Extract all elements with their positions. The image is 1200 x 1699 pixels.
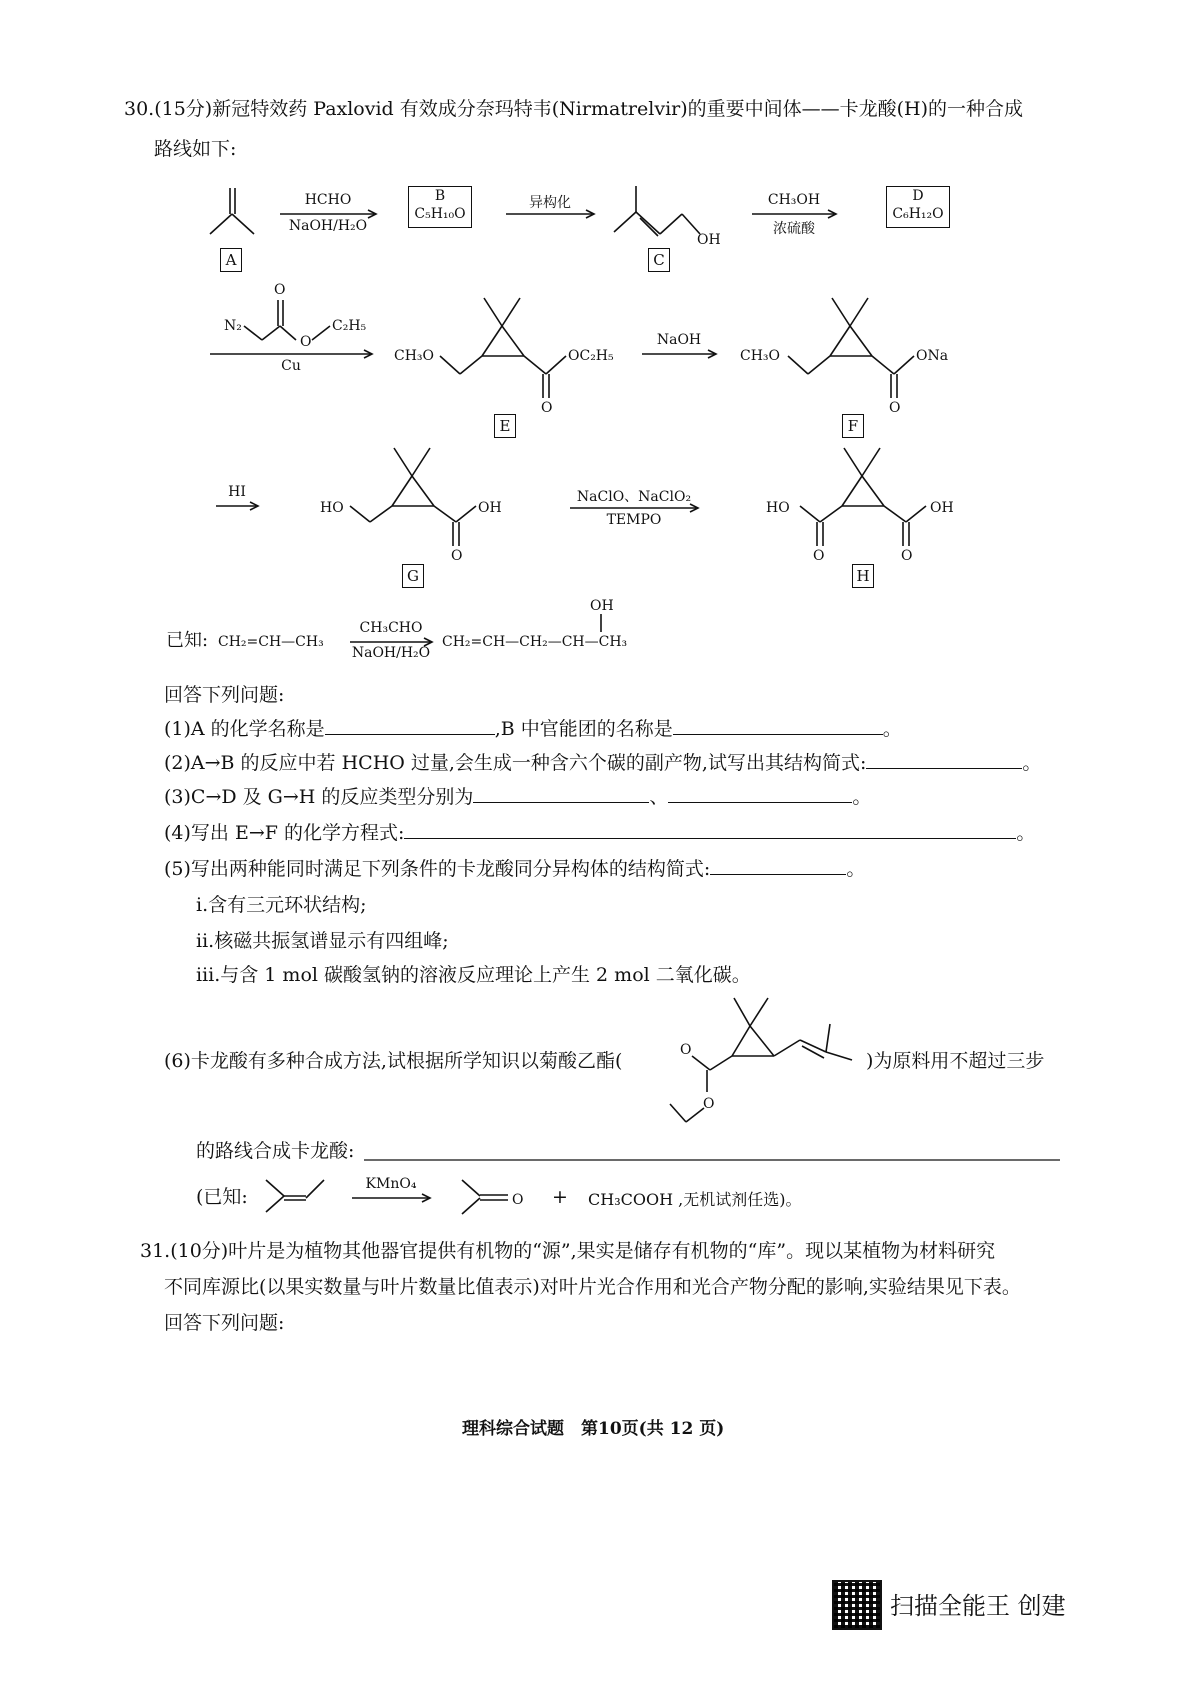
arrow3-condition: 浓硫酸: [773, 221, 815, 237]
qr-code-icon: [832, 1580, 882, 1630]
e-ch3o-text: CH₃O: [394, 348, 435, 364]
period: 。: [1022, 752, 1042, 774]
sub-question-3: [164, 780, 871, 814]
answer-blank-4[interactable]: [404, 820, 1016, 839]
diazo-o-text: O: [274, 282, 286, 298]
q30-heading: 30.(15分)新冠特效药 Paxlovid 有效成分奈玛特韦(Nirmatrelvir)的重要中间体——卡龙酸(H)的一种合成: [124, 98, 1024, 120]
hint-plus: +: [552, 1186, 568, 1208]
c2h5-text: C₂H₅: [332, 318, 367, 334]
diazo-o2-text: O: [300, 334, 312, 350]
g-oh-text: OH: [478, 500, 502, 516]
known-oh-text: OH: [590, 598, 614, 614]
sub1-text-a: (1)A 的化学名称是: [164, 718, 325, 740]
arrow1-reagent: HCHO: [304, 192, 352, 208]
c-oh-text: OH: [697, 232, 721, 248]
scanner-watermark: 扫描全能王 创建: [890, 1592, 1066, 1620]
arrow2-label: 异构化: [529, 195, 571, 211]
known-reactant: CH₂=CH—CH₃: [218, 634, 324, 650]
label-f: F: [842, 414, 864, 438]
q30-heading-cont: 路线如下:: [154, 138, 237, 160]
hint-o-text: O: [512, 1192, 524, 1208]
answer-blank-5[interactable]: [710, 856, 846, 875]
hint-reagent: KMnO₄: [365, 1176, 417, 1192]
hint-prefix: (已知:: [196, 1186, 248, 1208]
sub3-text: (3)C→D 及 G→H 的反应类型分别为: [164, 786, 474, 808]
label-b: B: [434, 188, 446, 204]
sub-question-6-cont: )为原料用不超过三步: [866, 1050, 1045, 1072]
q31-line3: 回答下列问题:: [164, 1312, 285, 1334]
arrow1-condition: NaOH/H₂O: [288, 218, 368, 234]
known-label: 已知:: [166, 630, 209, 651]
sub-question-6-route: 的路线合成卡龙酸:: [196, 1140, 355, 1162]
answer-blank-3a[interactable]: [473, 784, 649, 803]
period: 。: [846, 858, 866, 880]
sub-question-1: [164, 712, 902, 746]
sub-question-5: [164, 852, 865, 886]
f-o-text: O: [889, 400, 901, 416]
sub4-text: (4)写出 E→F 的化学方程式:: [164, 822, 405, 844]
known-condition: NaOH/H₂O: [351, 645, 431, 661]
sub2-text: (2)A→B 的反应中若 HCHO 过量,会生成一种含六个碳的副产物,试写出其结构简式:: [164, 752, 867, 774]
page-footer: 理科综合试题 第10页(共 12 页): [462, 1419, 725, 1439]
f-ona-text: ONa: [916, 348, 949, 364]
compound-d-box: [886, 186, 950, 228]
answer-blank-1b[interactable]: [673, 716, 883, 735]
period: 。: [852, 786, 872, 808]
compound-b-box: [408, 186, 472, 228]
arrow4-catalyst: Cu: [281, 358, 301, 374]
known-product: CH₂=CH—CH₂—CH—CH₃: [442, 634, 628, 650]
arrow5-reagent: NaOH: [656, 332, 702, 348]
b-formula: C₅H₁₀O: [414, 206, 466, 222]
arrow6-reagent: HI: [228, 484, 246, 500]
condition-3: ⅲ.与含 1 mol 碳酸氢钠的溶液反应理论上产生 2 mol 二氧化碳。: [196, 964, 751, 986]
e-oc2h5-text: OC₂H₅: [568, 348, 614, 364]
condition-1: ⅰ.含有三元环状结构;: [196, 894, 367, 916]
sub-question-2: [164, 746, 1041, 780]
label-d: D: [912, 188, 924, 204]
h-oh-text: OH: [930, 500, 954, 516]
label-a: A: [220, 248, 242, 272]
period: 。: [1016, 822, 1036, 844]
sub-question-6: (6)卡龙酸有多种合成方法,试根据所学知识以菊酸乙酯(: [164, 1050, 623, 1072]
label-c: C: [648, 248, 670, 272]
answer-blank-6[interactable]: [364, 1136, 1060, 1162]
q31-line2: 不同库源比(以果实数量与叶片数量比值表示)对叶片光合作用和光合产物分配的影响,实验结果见下表。: [164, 1276, 1021, 1298]
h-ho-text: HO: [766, 500, 790, 516]
hint-suffix: CH₃COOH ,无机试剂任选)。: [588, 1190, 802, 1209]
ec-o1-text: O: [680, 1042, 692, 1058]
g-o-text: O: [451, 548, 463, 564]
label-e: E: [494, 414, 516, 438]
q31-line1: 31.(10分)叶片是为植物其他器官提供有机物的“源”,果实是储存有机物的“库”。现以某植物为材料研究: [140, 1240, 996, 1262]
f-ch3o-text: CH₃O: [740, 348, 781, 364]
answer-intro: 回答下列问题:: [164, 684, 285, 706]
answer-blank-2[interactable]: [866, 750, 1022, 769]
arrow7-condition: TEMPO: [606, 512, 662, 528]
ec-o2-text: O: [703, 1096, 715, 1112]
e-o-text: O: [541, 400, 553, 416]
arrow7-reagent: NaClO、NaClO₂: [576, 489, 692, 505]
d-formula: C₆H₁₂O: [892, 206, 944, 222]
sub1-text-b: ,B 中官能团的名称是: [494, 718, 673, 740]
arrow3-reagent: CH₃OH: [767, 192, 821, 208]
sub-question-4: [164, 816, 1035, 850]
h-o1-text: O: [813, 548, 825, 564]
sub3-sep: 、: [649, 786, 669, 808]
g-ho-text: HO: [320, 500, 344, 516]
known-reagent: CH₃CHO: [359, 620, 423, 636]
label-h: H: [852, 564, 874, 588]
condition-2: ⅱ.核磁共振氢谱显示有四组峰;: [196, 930, 449, 952]
period: 。: [882, 718, 902, 740]
h-o2-text: O: [901, 548, 913, 564]
answer-blank-3b[interactable]: [668, 784, 852, 803]
sub5-text: (5)写出两种能同时满足下列条件的卡龙酸同分异构体的结构简式:: [164, 858, 711, 880]
label-g: G: [402, 564, 424, 588]
n2-text: N₂: [224, 318, 242, 334]
answer-blank-1a[interactable]: [325, 716, 495, 735]
